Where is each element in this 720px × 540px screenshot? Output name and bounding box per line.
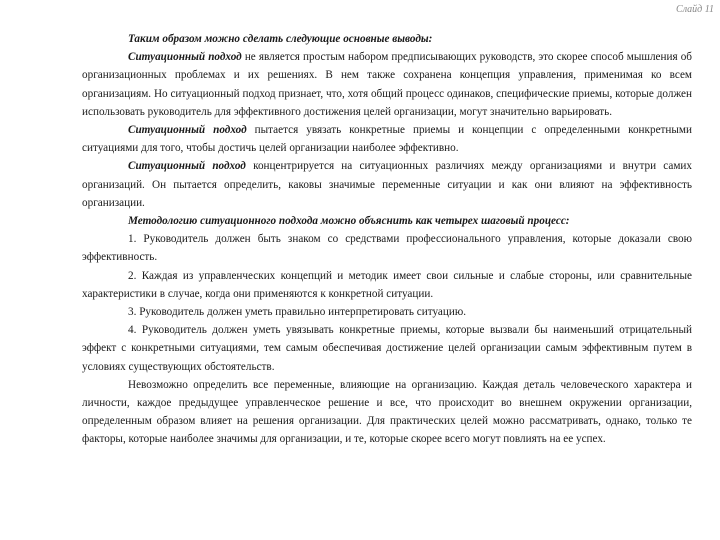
paragraph-3 — [82, 157, 692, 212]
paragraph-3-text: концентрируется на ситуационных различиях между организациями и внутри самих организаций. Он пытается определить, каковы значимые переменные ситуации и как они влияют на эффективность организации. — [82, 160, 693, 209]
term-situational-approach: Ситуационный подход — [128, 124, 247, 137]
term-situational-approach: Ситуационный подход — [128, 51, 242, 64]
step-3: 3. Руководитель должен уметь правильно интерпретировать ситуацию. — [128, 306, 467, 319]
term-situational-approach: Ситуационный подход — [128, 160, 246, 173]
slide-number-label: Слайд 11 — [676, 4, 714, 15]
closing-paragraph: Невозможно определить все переменные, влияющие на организацию. Каждая деталь человеческого характера и личности, каждое предыдущее управленческое решение и все, что происходит во внешнем окружении организации, определенным образом влияет на решения организации. Для практических целей можно рассматривать, однако, только те факторы, которые наиболее значимы для организации, и те, которые скорее всего могут повлиять на ее успех. — [82, 378, 692, 446]
paragraph-1-text: не является простым набором предписывающих руководств, это скорее способ мышления об организационных проблемах и их решениях. В нем также сохранена концепция управления, применимая ко всем организациям. Но ситуационный подход признает, что, хотя общий процесс одинаков, специфические приемы, которые должен использовать руководитель для эффективного достижения целей организации, могут значительно варьировать. — [82, 51, 693, 118]
paragraph-1 — [82, 48, 692, 121]
conclusions-heading: Таким образом можно сделать следующие основные выводы: — [128, 33, 433, 45]
step-1: 1. Руководитель должен быть знаком со средствами профессионального управления, которые доказали свою эффективность. — [82, 233, 692, 264]
slide-body — [82, 30, 692, 449]
paragraph-2 — [82, 121, 692, 157]
step-4: 4. Руководитель должен уметь увязывать конкретные приемы, которые вызвали бы наименьший отрицательный эффект с конкретными ситуациями, тем самым обеспечивая достижение целей организации самым эффективным путем в условиях существующих обстоятельств. — [82, 324, 692, 373]
paragraph-2-text: пытается увязать конкретные приемы и концепции с определенными конкретными ситуациями для того, чтобы достичь целей организации наиболее эффективно. — [82, 124, 693, 155]
methodology-heading: Методологию ситуационного подхода можно объяснить как четырех шаговый процесс: — [128, 215, 570, 228]
step-2: 2. Каждая из управленческих концепций и методик имеет свои сильные и слабые стороны, или сравнительные характеристики в случае, когда они применяются к конкретной ситуации. — [82, 269, 692, 300]
